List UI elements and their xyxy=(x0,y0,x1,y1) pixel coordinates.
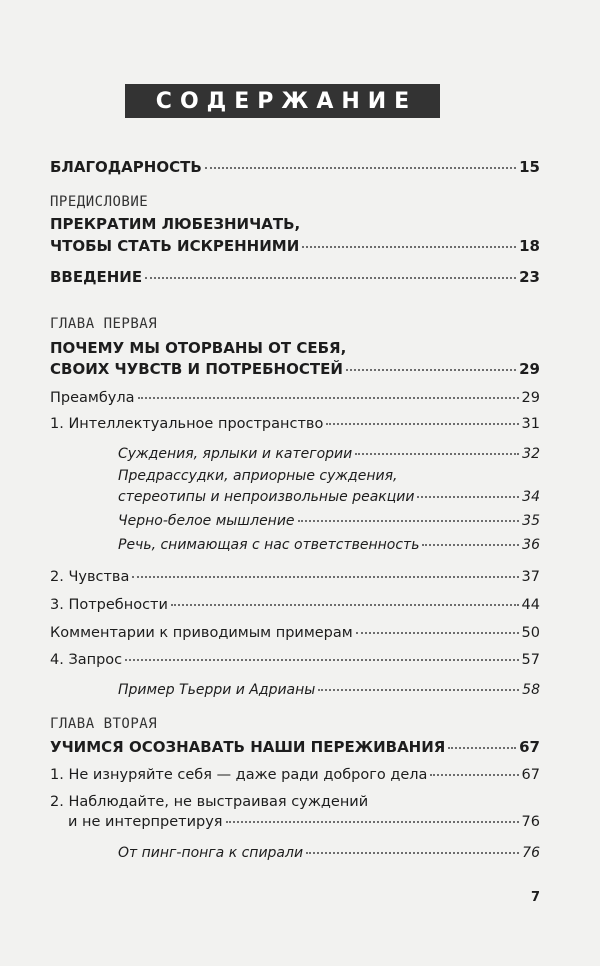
toc-entry-ping-pong[interactable] xyxy=(118,845,540,861)
toc-entry-comments[interactable] xyxy=(50,625,540,641)
dot-leader xyxy=(306,852,519,854)
entry-title: СВОИХ ЧУВСТВ И ПОТРЕБНОСТЕЙ xyxy=(50,360,343,378)
dot-leader xyxy=(448,747,516,749)
toc-entry-judgements[interactable] xyxy=(118,446,540,462)
foreword-label: ПРЕДИСЛОВИЕ xyxy=(50,194,149,210)
entry-title: БЛАГОДАРНОСТЬ xyxy=(50,158,202,176)
chapter2-label: ГЛАВА ВТОРАЯ xyxy=(50,716,158,732)
entry-page: 58 xyxy=(522,682,540,698)
dot-leader xyxy=(145,277,516,279)
toc-entry-black-white-thinking[interactable] xyxy=(118,513,540,529)
entry-title: Комментарии к приводимым примерам xyxy=(50,625,353,641)
dot-leader xyxy=(422,544,519,546)
dot-leader xyxy=(132,576,518,578)
entry-title: От пинг-понга к спирали xyxy=(118,845,304,861)
dot-leader xyxy=(355,453,519,455)
entry-title: 2. Чувства xyxy=(50,569,130,585)
entry-title: Черно-белое мышление xyxy=(118,513,295,529)
entry-title: ЧТОБЫ СТАТЬ ИСКРЕННИМИ xyxy=(50,237,300,255)
entry-title: 1. Интеллектуальное пространство xyxy=(50,416,324,432)
toc-entry-responsibility-speech[interactable] xyxy=(118,537,540,553)
observe-line1[interactable]: 2. Наблюдайте, не выстраивая суждений xyxy=(50,794,369,810)
chapter1-label: ГЛАВА ПЕРВАЯ xyxy=(50,316,158,332)
toc-entry-thierry-example[interactable] xyxy=(118,682,540,698)
entry-page: 50 xyxy=(521,625,540,641)
dot-leader xyxy=(138,397,519,399)
entry-title: 4. Запрос xyxy=(50,652,123,668)
toc-entry-intellectual-space[interactable] xyxy=(50,416,540,432)
toc-entry-feelings[interactable] xyxy=(50,569,540,585)
entry-title: Преамбула xyxy=(50,390,135,406)
entry-page: 37 xyxy=(521,569,540,585)
entry-page: 76 xyxy=(521,814,540,830)
toc-entry-chapter2[interactable] xyxy=(50,738,540,756)
dot-leader xyxy=(298,520,520,522)
toc-entry-preamble[interactable] xyxy=(50,390,540,406)
toc-title-band xyxy=(125,84,440,118)
page-number: 7 xyxy=(530,890,540,905)
entry-page: 57 xyxy=(521,652,540,668)
toc-title: СОДЕРЖАНИЕ xyxy=(155,88,418,114)
toc-entry-introduction[interactable] xyxy=(50,268,540,286)
entry-title: Речь, снимающая с нас ответственность xyxy=(118,537,420,553)
dot-leader xyxy=(326,423,518,425)
toc-entry-chapter1[interactable] xyxy=(50,360,540,378)
entry-title: и не интерпретируя xyxy=(68,814,223,830)
dot-leader xyxy=(318,689,519,691)
entry-page: 23 xyxy=(519,268,540,286)
foreword-title-line1[interactable]: ПРЕКРАТИМ ЛЮБЕЗНИЧАТЬ, xyxy=(50,215,301,233)
entry-title: 3. Потребности xyxy=(50,597,168,613)
entry-page: 67 xyxy=(521,767,540,783)
entry-title: УЧИМСЯ ОСОЗНАВАТЬ НАШИ ПЕРЕЖИВАНИЯ xyxy=(50,738,446,756)
entry-page: 29 xyxy=(521,390,540,406)
entry-page: 31 xyxy=(521,416,540,432)
entry-page: 29 xyxy=(519,360,540,378)
toc-entry-dont-exhaust[interactable] xyxy=(50,767,540,783)
entry-page: 32 xyxy=(522,446,540,462)
toc-entry-observe[interactable] xyxy=(68,814,540,830)
entry-page: 36 xyxy=(522,537,540,553)
entry-page: 67 xyxy=(519,738,540,756)
entry-page: 18 xyxy=(519,237,540,255)
entry-title: Суждения, ярлыки и категории xyxy=(118,446,353,462)
entry-title: 1. Не изнуряйте себя — даже ради доброго дела xyxy=(50,767,428,783)
dot-leader xyxy=(205,167,516,169)
dot-leader xyxy=(417,496,519,498)
toc-entry-foreword[interactable] xyxy=(50,237,540,255)
entry-page: 34 xyxy=(522,489,540,505)
dot-leader xyxy=(346,369,516,371)
entry-title: Пример Тьерри и Адрианы xyxy=(118,682,316,698)
dot-leader xyxy=(171,604,519,606)
prejudices-line1[interactable]: Предрассудки, априорные суждения, xyxy=(118,468,398,484)
toc-entry-request[interactable] xyxy=(50,652,540,668)
entry-title: ВВЕДЕНИЕ xyxy=(50,268,143,286)
entry-page: 44 xyxy=(521,597,540,613)
entry-page: 76 xyxy=(522,845,540,861)
entry-page: 35 xyxy=(522,513,540,529)
toc-entry-needs[interactable] xyxy=(50,597,540,613)
toc-entry-prejudices[interactable] xyxy=(118,489,540,505)
dot-leader xyxy=(226,821,519,823)
entry-page: 15 xyxy=(519,158,540,176)
dot-leader xyxy=(356,632,519,634)
toc-entry-acknowledgements[interactable] xyxy=(50,158,540,176)
chapter1-title-line1[interactable]: ПОЧЕМУ МЫ ОТОРВАНЫ ОТ СЕБЯ, xyxy=(50,339,347,357)
dot-leader xyxy=(430,774,518,776)
entry-title: стереотипы и непроизвольные реакции xyxy=(118,489,415,505)
dot-leader xyxy=(302,246,516,248)
dot-leader xyxy=(125,659,518,661)
